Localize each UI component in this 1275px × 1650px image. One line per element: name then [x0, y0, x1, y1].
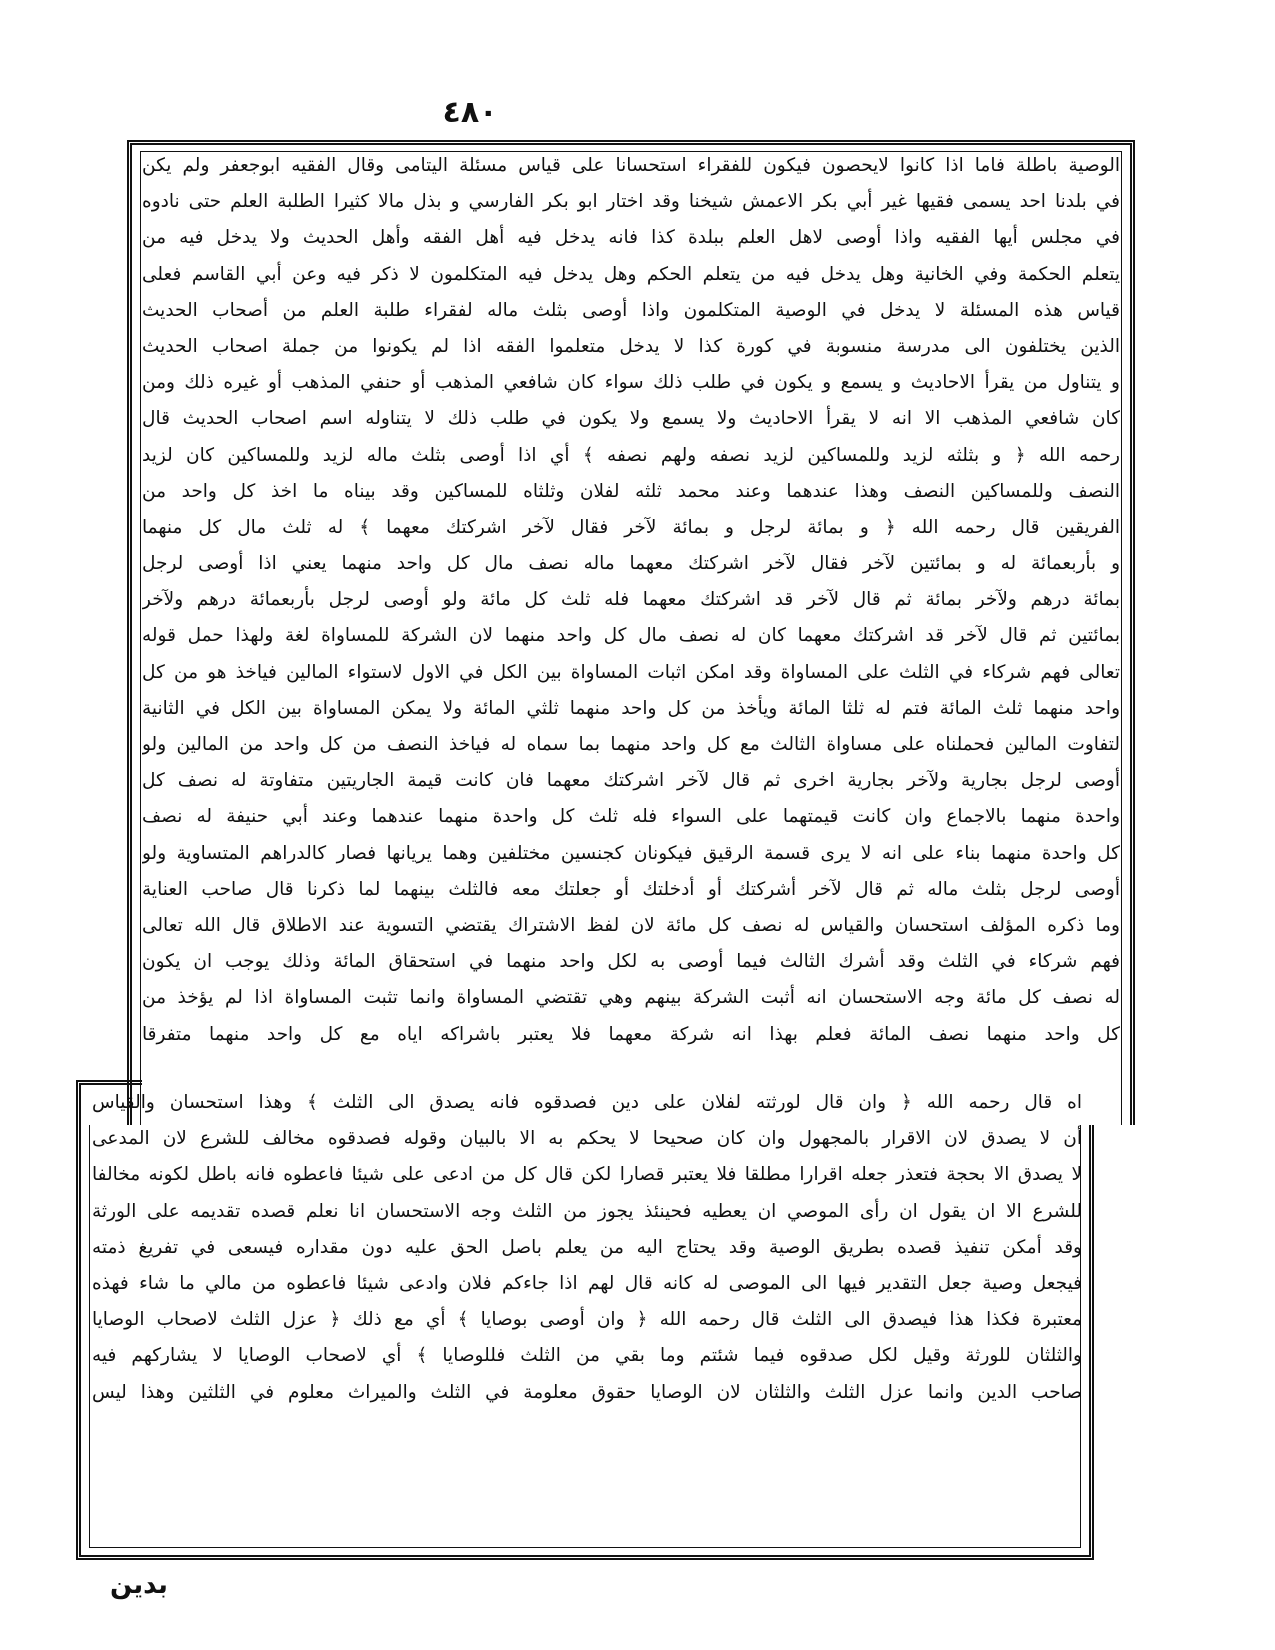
- text-line: و بأربعمائة له و بمائتين لآخر فقال لآخر اشركتك معهما ماله نصف مال كل واحد منهما يعني اذا أوصى لرجل: [142, 553, 1120, 575]
- text-line: لا يصدق الا بحجة فتعذر جعله اقرارا مطلقا فلا يعتبر قصارا لكن قال كل من ادعى على شيئا فاعطوه فانه باطل لكونه مخالفا: [92, 1164, 1082, 1186]
- text-line: كان شافعي المذهب الا انه لا يقرأ الاحاديث ولا يسمع ولا يكون في طلب ذلك لا يتناوله اسم اصحاب الحديث قال: [142, 408, 1120, 430]
- text-line: قياس هذه المسئلة لا يدخل في الوصية المتكلمون واذا أوصى بثلث ماله لفقراء طلبة العلم من أصحاب الحديث: [142, 299, 1120, 321]
- text-line: الوصية باطلة فاما اذا كانوا لايحصون فيكون للفقراء استحسانا على قياس مسئلة اليتامى وقال الفقيه ابوجعفر ولم يكن: [142, 155, 1120, 176]
- text-line: لتفاوت المالين فحملناه على مساواة الثالث مع كل واحد منهما بما سماه له فياخذ النصف من كل واحد من المالين ولو: [142, 734, 1120, 755]
- body-text-upper: [142, 148, 1120, 1053]
- text-line: في مجلس أيها الفقيه واذا أوصى لاهل العلم ببلدة كذا فانه يدخل فيه أهل الفقه وأهل الحديث ولا يدخل فيه من: [142, 227, 1120, 249]
- text-line: و يتناول من يقرأ الاحاديث و يسمع و يكون في طلب ذلك سواء كان شافعي المذهب أو حنفي المذهب أو غيره ذلك ومن: [142, 372, 1120, 394]
- text-line: النصف وللمساكين النصف وهذا عندهما وعند محمد ثلثه لفلان وثلثاه للمساكين وقد بيناه ما اخذ كل واحد من: [142, 480, 1120, 502]
- text-line: معتبرة فكذا هذا فيصدق الى الثلث قال رحمه الله ﴿ وان أوصى بوصايا ﴾ أي مع ذلك ﴿ عزل الثلث لاصحاب الوصايا: [92, 1309, 1082, 1331]
- text-line: في بلدنا احد يسمى فقيها غير أبي بكر الاعمش شيخنا وقد اختار ابو بكر الفارسي و بذل مالا كثيرا الطلبة العلم حتى نادوه: [142, 191, 1120, 213]
- text-line: للشرع الا ان يقول ان رأى الموصي ان يعطيه فحينئذ يجوز من الثلث وجه الاستحسان انا نعلم قصده تقديمه على الورثة: [92, 1200, 1082, 1222]
- text-line: رحمه الله ﴿ و بثلثه لزيد وللمساكين لزيد نصفه ولهم نصفه ﴾ أي اذا أوصى بثلث ماله لزيد وللمساكين كان لزيد: [142, 444, 1120, 466]
- text-line: كل واحد منهما نصف المائة فعلم بهذا انه شركة معهما فلا يعتبر باشراكه اياه مع كل واحد منهما متفرقا: [142, 1023, 1120, 1045]
- text-line: واحد منهما ثلث المائة فتم له ثلثا المائة ويأخذ من كل واحد منهما ثلثي المائة ولا يمكن المساواة بين الكل في الثانية: [142, 697, 1120, 719]
- body-text-lower: [92, 1085, 1082, 1411]
- text-line: الذين يختلفون الى مدرسة منسوبة في كورة كذا لا يدخل متعلموا الفقه اذا لم يكونوا من جملة اصحاب الحديث: [142, 335, 1120, 357]
- text-line: أوصى لرجل بثلث ماله ثم قال لآخر أشركتك أو أدخلتك أو جعلتك معه فالثلث بينهما لما ذكرنا قال صاحب العناية: [142, 878, 1120, 900]
- text-line: كل واحدة منهما بناء على انه لا يرى قسمة الرقيق فيكونان كجنسين مختلفين وهما يريانها فصار كالدراهم المتساوية ولو: [142, 842, 1120, 864]
- text-line: فهم شركاء في الثلث وقد أشرك الثالث فيما أوصى به لكل واحد منهما في استحقاق المائة وذلك يوجب ان يكون: [142, 951, 1120, 973]
- text-line: أوصى لرجل بجارية ولآخر بجارية اخرى ثم قال لآخر اشركتك معهما فان كانت قيمة الجاريتين متفاوتة له نصف كل: [142, 770, 1120, 792]
- text-line: الفريقين قال رحمه الله ﴿ و بمائة لرجل و بمائة لآخر فقال لآخر اشركتك معهما ﴾ له ثلث مال كل منهما: [142, 516, 1120, 538]
- text-line: أن لا يصدق لان الاقرار بالمجهول وان كان صحيحا لا يحكم به الا بالبيان وقوله فصدقوه مخالف للشرع لان المدعى: [92, 1128, 1082, 1150]
- text-line: له نصف كل مائة وجه الاستحسان انه أثبت الشركة بينهم وهي تقتضي المساواة وانما تثبت المساواة اذا لم يؤخذ من: [142, 987, 1120, 1009]
- page-number: ٤٨٠: [442, 95, 498, 130]
- text-line: وما ذكره المؤلف استحسان والقياس له نصف كل مائة لان لفظ الاشتراك يقتضي التسوية عند الاطلاق قال الله تعالى: [142, 914, 1120, 936]
- text-line: بمائتين ثم قال لآخر قد اشركتك معهما كان له نصف مال كل واحد منهما لان الشركة للمساواة لغة ولهذا حمل قوله: [142, 625, 1120, 647]
- text-line: واحدة منهما بالاجماع وان كانت قيمتهما على السواء فله ثلث كل واحدة منهما عندهما وعند أبي حنيفة له نصف: [142, 806, 1120, 828]
- catchword: بدين: [110, 1570, 168, 1600]
- text-line: اه قال رحمه الله ﴿ وان قال لورثته لفلان على دين فصدقوه فانه يصدق الى الثلث ﴾ وهذا استحسان والقياس: [92, 1092, 1082, 1113]
- text-line: فيجعل وصية جعل التقدير فيها الى الموصى له كانه قال لهم اذا جاءكم فلان وادعى شيئا فاعطوه من مالي ما شاء فهذه: [92, 1272, 1082, 1294]
- text-line: بمائة درهم ولآخر بمائة ثم قال لآخر قد اشركتك معهما فله ثلث كل مائة ولو أوصى لرجل بأربعمائة درهم ولآخر: [142, 589, 1120, 611]
- text-line: تعالى فهم شركاء في الثلث على المساواة وقد امكن اثبات المساواة بين الكل في الاول لاستواء المالين فياخذ هو من كل: [142, 661, 1120, 683]
- text-line: والثلثان للورثة وقيل لكل صدقوه فيما شئتم وما بقي من الثلث فللوصايا ﴾ أي لاصحاب الوصايا لا يشاركهم فيه: [92, 1345, 1082, 1367]
- text-line: صاحب الدين وانما عزل الثلث والثلثان لان الوصايا حقوق معلومة في الثلث والميراث معلوم في الثلثين وهذا ليس: [92, 1381, 1082, 1403]
- text-line: وقد أمكن تنفيذ قصده بطريق الوصية وقد يحتاج اليه من يعلم باصل الحق عليه دون مقداره فيسعى في تفريغ ذمته: [92, 1236, 1082, 1258]
- text-line: يتعلم الحكمة وفي الخانية وهل يدخل فيه من يتعلم الحكم وهل يدخل فيه المتكلمون لا ذكر فيه وعن أبي القاسم فعلى: [142, 263, 1120, 285]
